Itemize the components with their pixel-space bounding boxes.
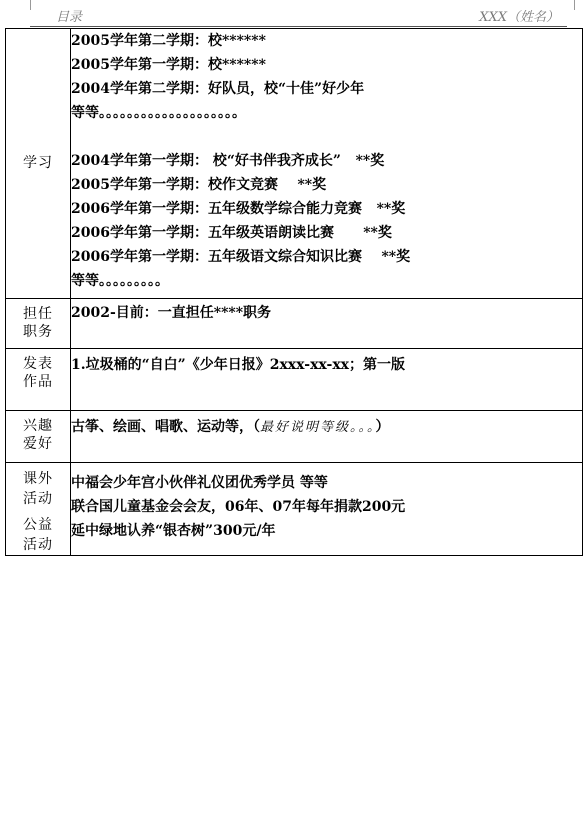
label-activities xyxy=(6,463,71,556)
label-hobby-line2: 爱好 xyxy=(23,436,53,452)
label-duty-line2: 职务 xyxy=(23,324,53,340)
label-study xyxy=(6,29,71,299)
label-hobby-line1: 兴趣 xyxy=(23,418,53,434)
hobby-line xyxy=(71,415,582,439)
activities-content xyxy=(71,463,583,556)
study-content xyxy=(71,29,583,299)
label-activities-line1: 课外 xyxy=(23,471,53,487)
hobby-note: 最好说明等级。。。 xyxy=(260,420,376,435)
award-line: 等等。。。。。。。。。 xyxy=(71,273,169,289)
header-toc-link[interactable]: 目录 xyxy=(56,10,83,25)
works-line: 1.垃圾桶的“自白”《少年日报》2xxx-xx-xx；第一版 xyxy=(71,357,406,373)
resume-table xyxy=(5,28,583,556)
label-works xyxy=(6,349,71,411)
award-line: 2006学年第一学期：五年级数学综合能力竞赛 **奖 xyxy=(71,201,406,217)
study-line: 2004学年第二学期：好队员，校“十佳”好少年 xyxy=(71,81,365,97)
label-study-text: 学习 xyxy=(23,155,53,171)
blank-line xyxy=(71,125,582,149)
award-line: 2005学年第一学期：校作文竞赛 **奖 xyxy=(71,177,327,193)
table-row-duty xyxy=(6,299,583,349)
study-line: 2005学年第一学期：校****** xyxy=(71,57,266,73)
duty-content xyxy=(71,299,583,349)
award-line: 2004学年第一学期： 校“好书伴我齐成长” **奖 xyxy=(71,153,385,169)
hobby-content xyxy=(71,411,583,463)
activity-line: 中福会少年宫小伙伴礼仪团优秀学员 等等 xyxy=(71,475,328,491)
hobby-close: ） xyxy=(375,419,390,435)
corner-crop-mark xyxy=(574,0,585,10)
page-header xyxy=(30,0,567,27)
activity-line: 联合国儿童基金会会友，06年、07年每年捐款200元 xyxy=(71,499,406,515)
award-line: 2006学年第一学期：五年级英语朗读比赛 **奖 xyxy=(71,225,392,241)
label-duty-line1: 担任 xyxy=(23,306,53,322)
table-row-study xyxy=(6,29,583,299)
label-duty xyxy=(6,299,71,349)
label-works-line2: 作品 xyxy=(23,374,53,390)
label-activities-line3: 公益 xyxy=(23,517,53,533)
activity-line: 延中绿地认养“银杏树”300元/年 xyxy=(71,523,276,539)
table-row-activities xyxy=(6,463,583,556)
works-content xyxy=(71,349,583,411)
label-hobby xyxy=(6,411,71,463)
corner-crop-mark xyxy=(20,0,31,10)
award-line: 2006学年第一学期：五年级语文综合知识比赛 **奖 xyxy=(71,249,411,265)
label-activities-line2: 活动 xyxy=(23,491,53,507)
duty-line: 2002-目前：一直担任****职务 xyxy=(71,305,272,321)
study-line: 2005学年第二学期：校****** xyxy=(71,33,266,49)
label-works-line1: 发表 xyxy=(23,356,53,372)
table-row-hobby xyxy=(6,411,583,463)
study-line: 等等。。。。。。。。。。。。。。。。。。。。 xyxy=(71,105,246,121)
table-row-works xyxy=(6,349,583,411)
hobby-main: 古筝、绘画、唱歌、运动等，（ xyxy=(71,419,260,435)
label-activities-line4: 活动 xyxy=(23,537,53,553)
header-name: XXX（姓名） xyxy=(479,10,559,25)
